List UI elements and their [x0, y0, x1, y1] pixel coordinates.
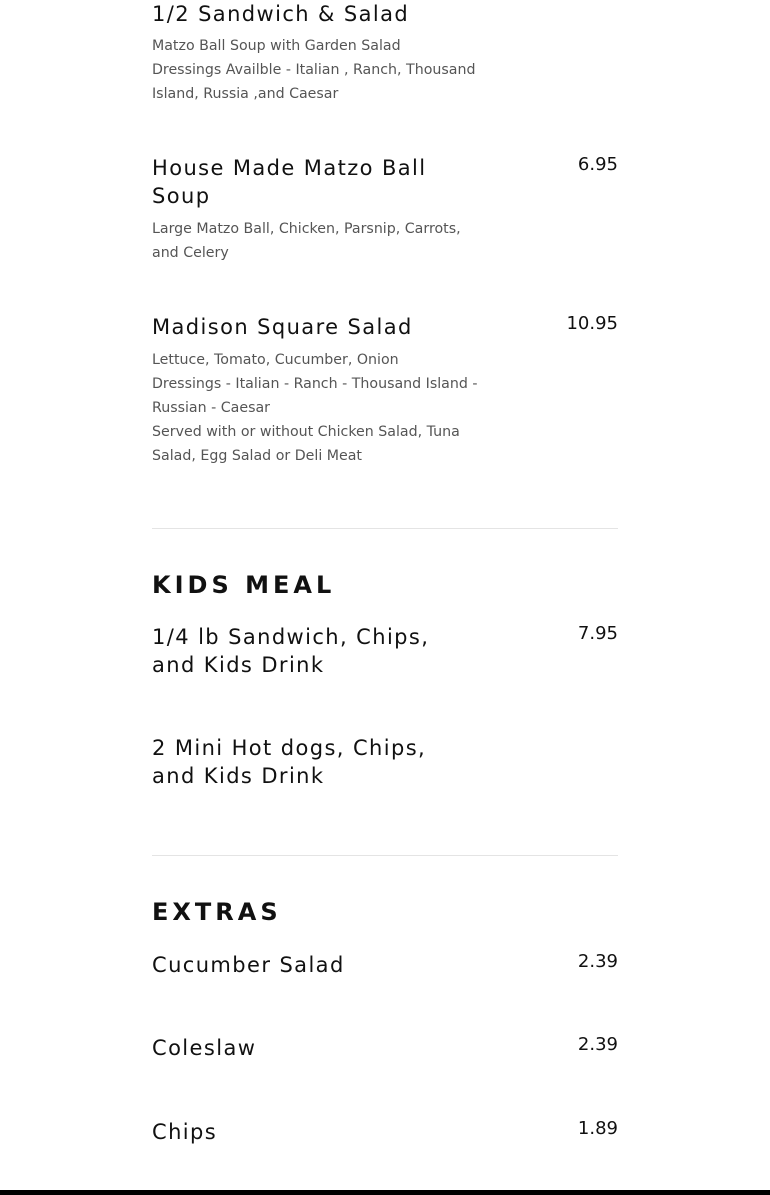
bottom-border-bar	[0, 1190, 770, 1195]
menu-item-row	[152, 951, 618, 979]
menu-item-description	[152, 348, 497, 468]
section-title-kids-meal: KIDS MEAL	[152, 571, 336, 599]
menu-item-price: 10.95	[566, 313, 618, 334]
menu-item-row	[152, 623, 618, 679]
menu-item-name: Chips	[152, 1120, 218, 1144]
menu-item-row	[152, 1118, 618, 1146]
description-line: Large Matzo Ball, Chicken, Parsnip, Carrots, and Celery	[152, 221, 461, 261]
menu-item-name: House Made Matzo Ball Soup	[152, 156, 427, 208]
description-line: Served with or without Chicken Salad, Tuna Salad, Egg Salad or Deli Meat	[152, 424, 460, 464]
menu-item-cucumber-salad	[152, 951, 618, 979]
menu-item-row	[152, 313, 618, 341]
description-line: Dressings Availble - Italian , Ranch, Thousand Island, Russia ,and Caesar	[152, 62, 476, 102]
menu-item-row	[152, 0, 618, 28]
menu-item-description	[152, 217, 482, 265]
menu-item-name: 1/4 lb Sandwich, Chips, and Kids Drink	[152, 625, 430, 677]
menu-item-madison-square-salad	[152, 313, 618, 468]
menu-item-kids-hot-dogs	[152, 734, 618, 790]
menu-item-row	[152, 734, 618, 790]
menu-item-coleslaw	[152, 1034, 618, 1062]
section-divider	[152, 855, 618, 856]
menu-item-matzo-ball-soup	[152, 154, 618, 265]
menu-item-chips	[152, 1118, 618, 1146]
menu-item-price: 2.39	[577, 951, 618, 972]
menu-item-name: 2 Mini Hot dogs, Chips, and Kids Drink	[152, 736, 427, 788]
menu-item-name: Coleslaw	[152, 1036, 257, 1060]
menu-item-name: Madison Square Salad	[152, 315, 413, 339]
menu-item-description	[152, 34, 492, 106]
description-line: Dressings - Italian - Ranch - Thousand Island - Russian - Caesar	[152, 376, 478, 416]
menu-item-name: 1/2 Sandwich & Salad	[152, 2, 410, 26]
menu-item-name: Cucumber Salad	[152, 953, 345, 977]
menu-item-price: 2.39	[577, 1034, 618, 1055]
section-title-extras: EXTRAS	[152, 898, 282, 926]
menu-item-row	[152, 1034, 618, 1062]
description-line: Matzo Ball Soup with Garden Salad	[152, 38, 401, 54]
menu-item-price: 1.89	[577, 1118, 618, 1139]
menu-item-kids-sandwich	[152, 623, 618, 679]
menu-item-row	[152, 154, 618, 210]
menu-item-price: 6.95	[577, 154, 618, 175]
menu-item-price: 7.95	[577, 623, 618, 644]
section-divider	[152, 528, 618, 529]
menu-item-half-sandwich-salad	[152, 0, 618, 106]
description-line: Lettuce, Tomato, Cucumber, Onion	[152, 352, 399, 368]
